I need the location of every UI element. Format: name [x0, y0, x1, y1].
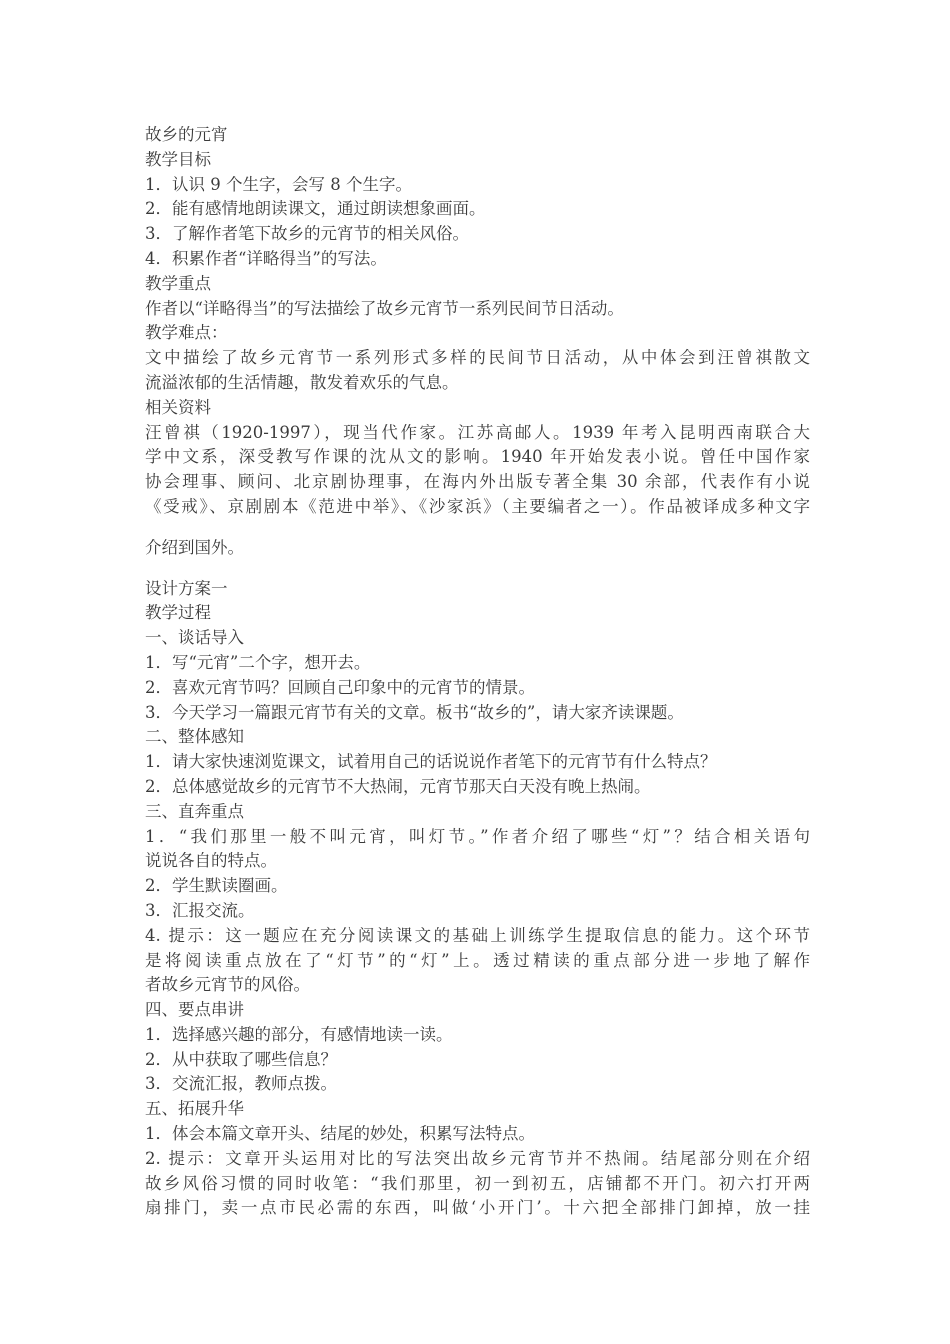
objective-item-1: 1．认识 9 个生字，会写 8 个生字。	[145, 174, 412, 194]
process-item: 2．从中获取了哪些信息？	[145, 1049, 337, 1069]
materials-paragraph-line: 《受戒》、京剧剧本《范进中举》、《沙家浜》（主要编者之一）。作品被译成多种文字	[145, 496, 810, 516]
materials-paragraph-line: 汪曾祺（1920-1997），现当代作家。江苏高邮人。1939 年考入昆明西南联合大	[145, 422, 810, 442]
section-heading-materials: 相关资料	[145, 397, 211, 417]
process-item: 故乡风俗习惯的同时收笔：“我们那里，初一到初五，店铺都不开门。初六打开两	[145, 1173, 810, 1193]
materials-paragraph-line: 学中文系，深受教写作课的沈从文的影响。1940 年开始发表小说。曾任中国作家	[145, 447, 810, 467]
process-item: 3．交流汇报，教师点拨。	[145, 1074, 337, 1094]
part-heading-1: 一、谈话导入	[145, 628, 244, 648]
section-heading-difficulty: 教学难点：	[145, 323, 228, 343]
process-item: 1．写“元宵”二个字，想开去。	[145, 652, 371, 672]
process-item: 扇排门，卖一点市民必需的东西，叫做‘小开门’。十六把全部排门卸掉，放一挂	[145, 1198, 810, 1218]
process-item: 者故乡元宵节的风俗。	[145, 975, 310, 995]
part-heading-3: 三、直奔重点	[145, 801, 244, 821]
objective-item-3: 3．了解作者笔下故乡的元宵节的相关风俗。	[145, 224, 469, 244]
process-item: 2．学生默读圈画。	[145, 876, 288, 896]
part-heading-2: 二、整体感知	[145, 727, 244, 747]
process-item: 3．汇报交流。	[145, 900, 255, 920]
document-title: 故乡的元宵	[145, 125, 228, 144]
process-item: 2．喜欢元宵节吗？回顾自己印象中的元宵节的情景。	[145, 677, 535, 697]
difficulty-paragraph-line: 文中描绘了故乡元宵节一系列形式多样的民间节日活动，从中体会到汪曾祺散文	[145, 348, 810, 368]
focus-paragraph: 作者以“详略得当”的写法描绘了故乡元宵节一系列民间节日活动。	[145, 298, 624, 318]
part-heading-4: 四、要点串讲	[145, 1000, 244, 1020]
difficulty-paragraph-line: 流溢浓郁的生活情趣，散发着欢乐的气息。	[145, 372, 459, 392]
process-item: 2．总体感觉故乡的元宵节不大热闹，元宵节那天白天没有晚上热闹。	[145, 776, 651, 796]
process-item: 1．“我们那里一般不叫元宵，叫灯节。”作者介绍了哪些“灯”？结合相关语句	[145, 826, 810, 846]
process-item: 1．请大家快速浏览课文，试着用自己的话说说作者笔下的元宵节有什么特点？	[145, 752, 717, 772]
section-heading-objectives: 教学目标	[145, 149, 211, 169]
process-item: 3．今天学习一篇跟元宵节有关的文章。板书“故乡的”，请大家齐读课题。	[145, 702, 684, 722]
section-heading-focus: 教学重点	[145, 273, 211, 293]
document-page	[145, 123, 810, 1221]
objective-item-2: 2．能有感情地朗读课文，通过朗读想象画面。	[145, 199, 486, 219]
process-item: 说说各自的特点。	[145, 851, 277, 871]
process-item: 是将阅读重点放在了“灯节”的“灯”上。透过精读的重点部分进一步地了解作	[145, 950, 810, 970]
objective-item-4: 4．积累作者“详略得当”的写法。	[145, 248, 387, 268]
section-heading-process: 教学过程	[145, 603, 211, 623]
process-item: 4. 提示：这一题应在充分阅读课文的基础上训练学生提取信息的能力。这个环节	[145, 925, 810, 945]
materials-paragraph-line: 介绍到国外。	[145, 537, 244, 557]
process-item: 1．选择感兴趣的部分，有感情地读一读。	[145, 1024, 453, 1044]
plan-heading: 设计方案一	[145, 578, 228, 598]
part-heading-5: 五、拓展升华	[145, 1099, 244, 1119]
process-item: 1．体会本篇文章开头、结尾的妙处，积累写法特点。	[145, 1124, 535, 1144]
process-item: 2. 提示：文章开头运用对比的写法突出故乡元宵节并不热闹。结尾部分则在介绍	[145, 1148, 810, 1168]
materials-paragraph-line: 协会理事、顾问、北京剧协理事，在海内外出版专著全集 30 余部，代表作有小说	[145, 472, 810, 492]
